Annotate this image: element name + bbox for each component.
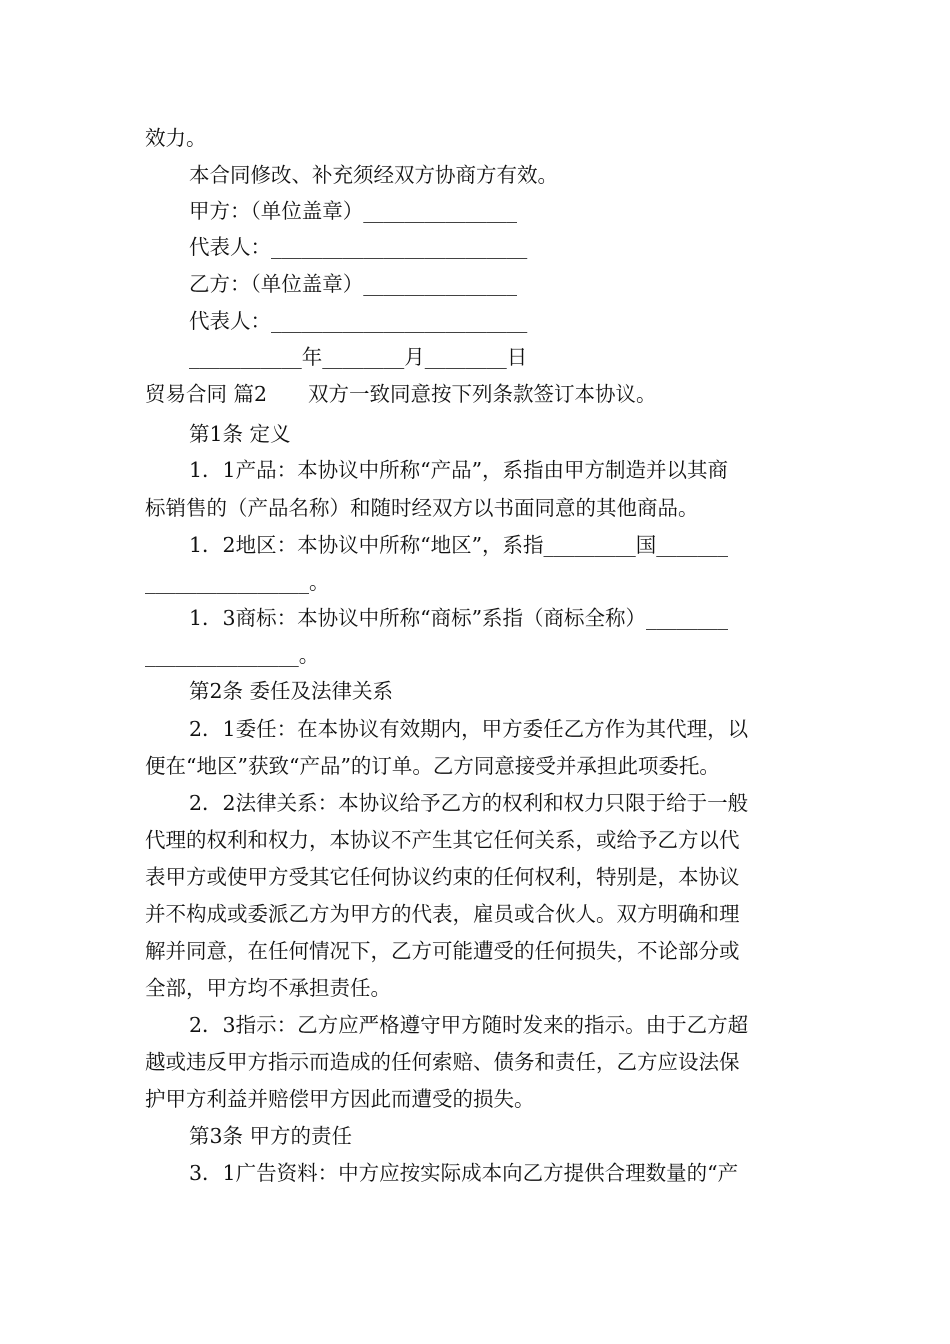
article-heading: 第2条 委任及法律关系 <box>189 679 394 703</box>
article-heading: 第1条 定义 <box>189 422 291 446</box>
text-line: 效力。 <box>145 126 207 150</box>
text-line: 2．2法律关系：本协议给予乙方的权利和权力只限于给于一般 <box>189 791 749 815</box>
article-heading: 第3条 甲方的责任 <box>189 1124 353 1148</box>
text-line: 护甲方利益并赔偿甲方因此而遭受的损失。 <box>145 1087 535 1111</box>
text-line: 代表人：_________________________ <box>189 235 528 259</box>
text-line: 2．1委任：在本协议有效期内，甲方委任乙方作为其代理，以 <box>189 717 749 741</box>
text-line: 标销售的（产品名称）和随时经双方以书面同意的其他商品。 <box>145 496 699 520</box>
text-line: 3．1广告资料：中方应按实际成本向乙方提供合理数量的“产 <box>189 1161 739 1185</box>
text-line: 代理的权利和权力，本协议不产生其它任何关系，或给予乙方以代 <box>145 828 740 852</box>
text-line: 解并同意，在任何情况下，乙方可能遭受的任何损失，不论部分或 <box>145 939 740 963</box>
text-line: _______________。 <box>145 643 320 667</box>
text-line: 乙方：（单位盖章）_______________ <box>189 272 517 296</box>
text-line: 便在“地区”获致“产品”的订单。乙方同意接受并承担此项委托。 <box>145 754 720 778</box>
section-heading: 贸易合同 篇2 双方一致同意按下列条款签订本协议。 <box>145 382 657 406</box>
text-line: 1．2地区：本协议中所称“地区”，系指_________国_______ <box>189 533 729 557</box>
text-line: ___________年________月________日 <box>189 345 528 369</box>
text-line: 表甲方或使甲方受其它任何协议约束的任何权利，特别是，本协议 <box>145 865 740 889</box>
text-line: 甲方：（单位盖章）_______________ <box>189 199 517 223</box>
text-line: 本合同修改、补充须经双方协商方有效。 <box>189 163 558 187</box>
text-line: 代表人：_________________________ <box>189 309 528 333</box>
text-line: ________________。 <box>145 570 330 594</box>
text-line: 并不构成或委派乙方为甲方的代表，雇员或合伙人。双方明确和理 <box>145 902 740 926</box>
text-line: 1．3商标：本协议中所称“商标”系指（商标全称）________ <box>189 606 729 630</box>
text-line: 全部，甲方均不承担责任。 <box>145 976 391 1000</box>
text-line: 2．3指示：乙方应严格遵守甲方随时发来的指示。由于乙方超 <box>189 1013 749 1037</box>
text-line: 1．1产品：本协议中所称“产品”，系指由甲方制造并以其商 <box>189 458 729 482</box>
text-line: 越或违反甲方指示而造成的任何索赔、债务和责任，乙方应设法保 <box>145 1050 740 1074</box>
